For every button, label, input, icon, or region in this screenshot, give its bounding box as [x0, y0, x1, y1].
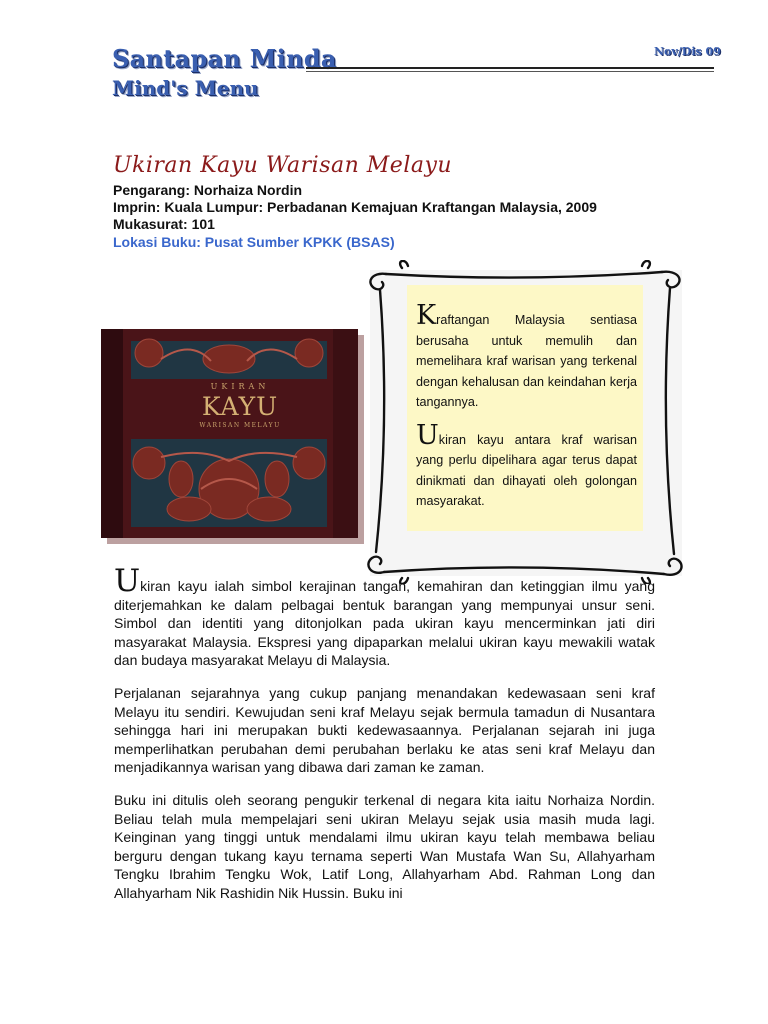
section-subtitle: Mind's Menu [112, 76, 259, 100]
body-paragraph-2: Perjalanan sejarahnya yang cukup panjang menandakan kedewasaan seni kraf Melayu itu sendiri. Kewujudan seni kraf Melayu sejak bermula tamadun di Nusantara sehingga hari ini merupakan bukti kedewasaannya. Perjalanan sejarah ini juga memperlihatkan perubahan demi perubahan berlaku ke atas seni kraf Melayu dan menjadikannya warisan yang dibawa dari zaman ke zaman. [114, 684, 655, 776]
section-title: Santapan Minda [112, 44, 337, 73]
note-text-2: kiran kayu antara kraf warisan yang perlu dipelihara agar terus dapat dinikmati dan dihayati oleh golongan masyarakat. [416, 432, 637, 508]
book-author: Pengarang: Norhaiza Nordin [113, 182, 303, 198]
book-title: Ukiran Kayu Warisan Melayu [113, 153, 453, 178]
body-text-1: kiran kayu ialah simbol kerajinan tangan, kemahiran dan ketinggian ilmu yang diterjemahkan ke dalam pelbagai bentuk barangan yang mempunyai unsur seni. Simbol dan identiti yang ditonjolkan pada ukiran kayu mencerminkan jati diri masyarakat Malaysia. Ekspresi yang dipaparkan melalui ukiran kayu mewakili watak dan budaya masyarakat Melayu di Malaysia. [114, 578, 655, 669]
cover-line-ukiran: UKIRAN [210, 382, 270, 391]
book-location: Lokasi Buku: Pusat Sumber KPKK (BSAS) [113, 234, 395, 250]
issue-date: Nov/Dis 09 [654, 45, 721, 58]
note-dropcap-2: U [416, 419, 439, 451]
cover-line-warisan: WARISAN MELAYU [199, 422, 281, 429]
book-imprint: Imprin: Kuala Lumpur: Perbadanan Kemajuan Kraftangan Malaysia, 2009 [113, 199, 597, 215]
book-pages: Mukasurat: 101 [113, 216, 215, 232]
article-body [114, 563, 655, 917]
header-divider [306, 67, 714, 69]
note-box [407, 285, 643, 531]
note-dropcap-1: K [416, 300, 437, 331]
note-paragraph-2 [416, 419, 637, 512]
note-text-1: raftangan Malaysia sentiasa berusaha untuk memulih dan memelihara kraf warisan yang terkenal dengan kehalusan dan keindahan kerja tangannya. [416, 313, 637, 409]
book-cover-image [101, 329, 358, 538]
cover-line-kayu: KAYU [201, 392, 279, 421]
body-dropcap: U [114, 563, 141, 599]
header-divider-thin [306, 71, 714, 72]
body-paragraph-3: Buku ini ditulis oleh seorang pengukir terkenal di negara kita iaitu Norhaiza Nordin. Beliau telah mula mempelajari seni ukiran Melayu sejak usia masih muda lagi. Keinginan yang tinggi untuk mendalami ilmu ukiran kayu telah membawa beliau berguru dengan tukang kayu ternama seperti Wan Mustafa Wan Su, Allahyarham Tengku Ibrahim Tengku Wok, Latif Long, Allahyarham Abd. Rahman Long dan Allahyarham Nik Rashidin Nik Hussin. Buku ini [114, 791, 655, 901]
body-paragraph-1 [114, 563, 655, 670]
note-paragraph-1 [416, 300, 637, 413]
